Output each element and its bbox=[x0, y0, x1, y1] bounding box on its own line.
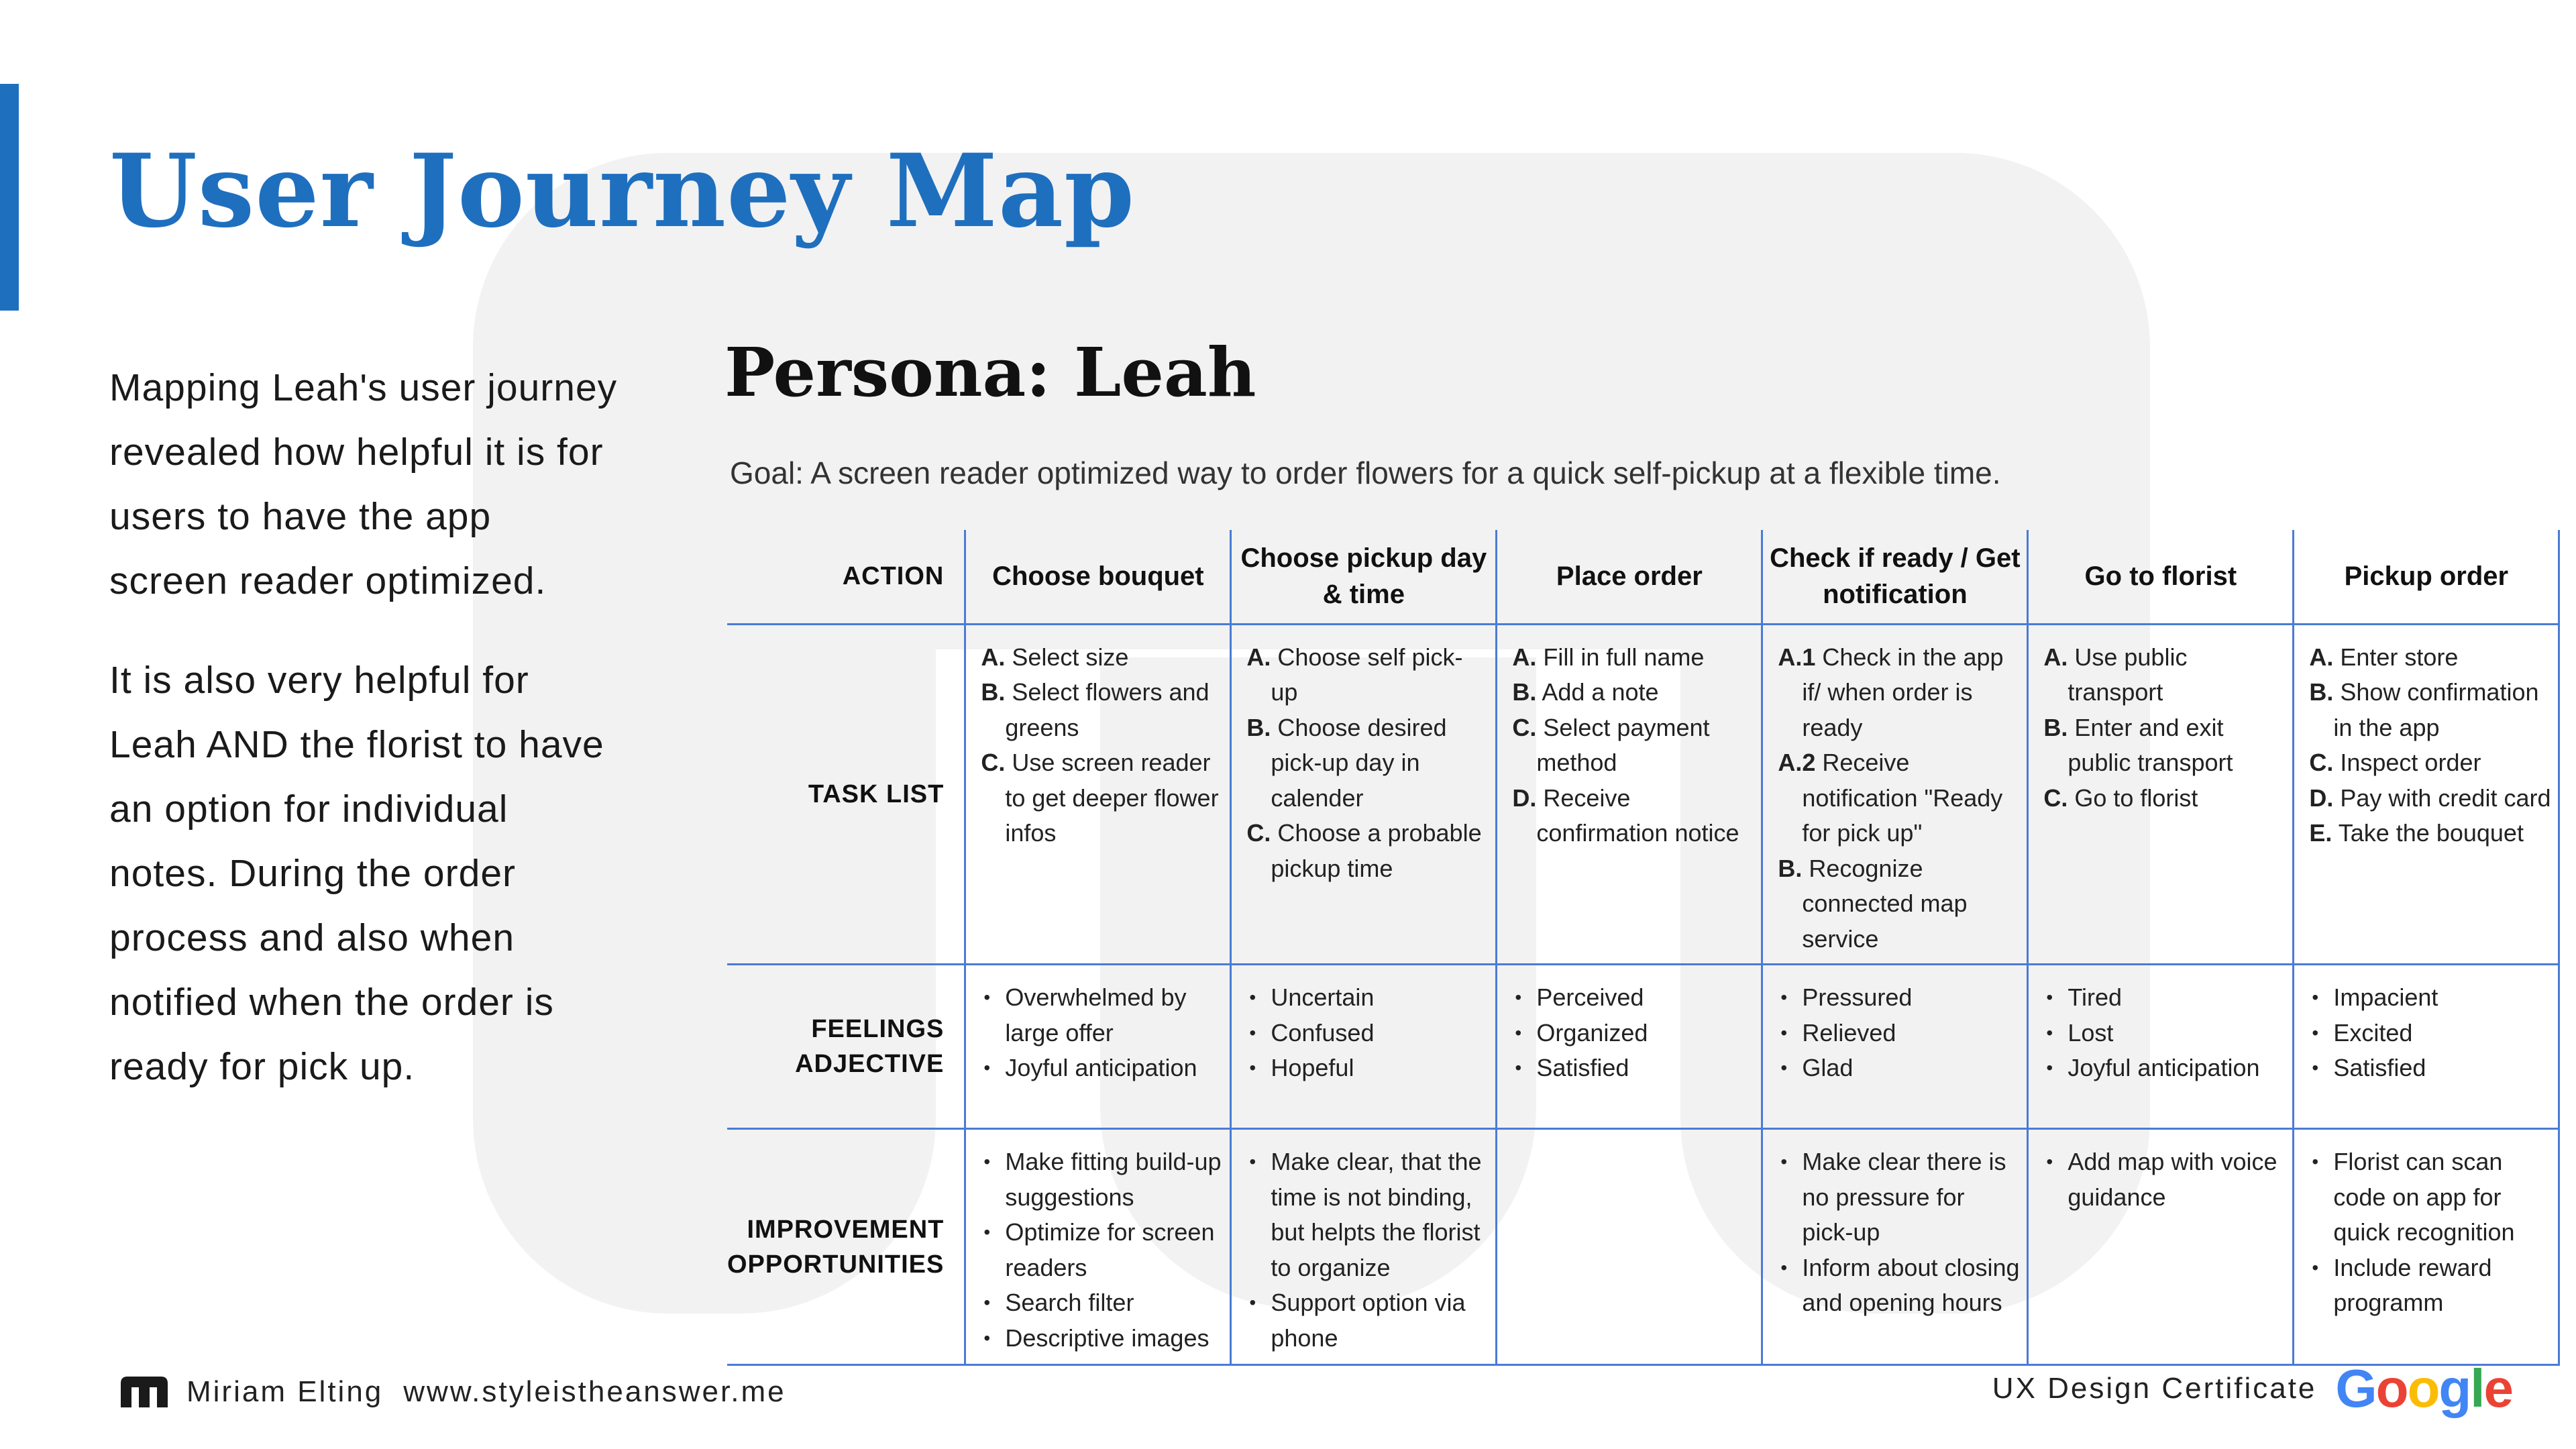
feeling-item: • Confused bbox=[1246, 1016, 1489, 1051]
intro-text bbox=[109, 356, 619, 1134]
feeling-item: • Joyful anticipation bbox=[2043, 1051, 2286, 1086]
task-item bbox=[981, 675, 1223, 745]
task-item bbox=[981, 640, 1223, 676]
footer-author bbox=[121, 1375, 786, 1409]
task-item bbox=[2309, 745, 2551, 781]
task-item bbox=[1778, 640, 2020, 746]
task-cell bbox=[2294, 624, 2559, 965]
google-logo-letter: G bbox=[2335, 1358, 2376, 1418]
feelings-cell bbox=[2294, 965, 2559, 1129]
task-item bbox=[1246, 816, 1489, 886]
task-item-key: B. bbox=[981, 678, 1006, 706]
feeling-item: • Impacient bbox=[2309, 980, 2551, 1016]
task-item-key: A.2 bbox=[1778, 749, 1816, 776]
task-item-key: B. bbox=[2309, 678, 2334, 706]
task-cell bbox=[965, 624, 1231, 965]
feelings-row bbox=[727, 965, 2559, 1129]
action-header: Place order bbox=[1497, 530, 1762, 624]
task-item-text: Add a note bbox=[1536, 678, 1659, 706]
improvement-item: • Optimize for screen readers bbox=[981, 1215, 1223, 1285]
task-item bbox=[2309, 640, 2551, 676]
feeling-item: • Relieved bbox=[1778, 1016, 2020, 1051]
task-item-key: B. bbox=[2043, 713, 2068, 741]
improvements-cell bbox=[1231, 1129, 1497, 1365]
task-item-text: Show confirmation in the app bbox=[2333, 678, 2539, 741]
task-cell bbox=[1762, 624, 2028, 965]
task-item-key: D. bbox=[2309, 784, 2334, 812]
google-logo-letter: g bbox=[2438, 1358, 2471, 1418]
task-item bbox=[1512, 781, 1754, 851]
task-item-text: Recognize connected map service bbox=[1802, 854, 1968, 953]
task-row bbox=[727, 624, 2559, 965]
action-header: Choose pickup day & time bbox=[1231, 530, 1497, 624]
certificate-label: UX Design Certificate bbox=[1992, 1372, 2317, 1405]
row-header-improvements: IMPROVEMENT OPPORTUNITIES bbox=[727, 1129, 965, 1365]
feeling-item: • Satisfied bbox=[2309, 1051, 2551, 1086]
improvement-item: • Add map with voice guidance bbox=[2043, 1144, 2286, 1215]
intro-paragraph-2: It is also very helpful for Leah AND the florist to have an option for individual notes. During the order process and also when notified when the order is ready for pick up. bbox=[109, 659, 604, 1088]
task-item-text: Enter store bbox=[2333, 643, 2459, 671]
row-header-feelings: FEELINGS ADJECTIVE bbox=[727, 965, 965, 1129]
task-item-text: Receive confirmation notice bbox=[1536, 784, 1739, 847]
google-logo-letter: o bbox=[2407, 1358, 2439, 1418]
task-item-key: B. bbox=[1778, 854, 1803, 882]
task-item-key: A. bbox=[1512, 643, 1537, 671]
improvement-item: • Support option via phone bbox=[1246, 1285, 1489, 1356]
task-item-key: A. bbox=[2043, 643, 2068, 671]
task-item-text: Pay with credit card bbox=[2333, 784, 2551, 812]
task-item-text: Fill in full name bbox=[1536, 643, 1705, 671]
improvements-cell bbox=[2028, 1129, 2294, 1365]
task-item bbox=[2309, 781, 2551, 816]
feelings-cell bbox=[1497, 965, 1762, 1129]
improvements-row bbox=[727, 1129, 2559, 1365]
improvement-item: • Make fitting build-up suggestions bbox=[981, 1144, 1223, 1215]
persona-heading: Persona: Leah bbox=[724, 333, 1256, 412]
improvement-item: • Descriptive images bbox=[981, 1321, 1223, 1356]
feeling-item: • Pressured bbox=[1778, 980, 2020, 1016]
google-logo-letter: e bbox=[2483, 1358, 2512, 1418]
improvement-item: • Florist can scan code on app for quick recognition bbox=[2309, 1144, 2551, 1250]
task-item-key: C. bbox=[1512, 713, 1537, 741]
task-item-text: Choose self pick-up bbox=[1271, 643, 1463, 706]
feeling-item: • Hopeful bbox=[1246, 1051, 1489, 1086]
action-row bbox=[727, 530, 2559, 624]
task-item-text: Choose desired pick-up day in calender bbox=[1271, 713, 1447, 812]
feeling-item: • Uncertain bbox=[1246, 980, 1489, 1016]
task-item-key: D. bbox=[1512, 784, 1537, 812]
task-item-text: Take the bouquet bbox=[2332, 819, 2524, 847]
intro-paragraph-1: Mapping Leah's user journey revealed how helpful it is for users to have the app screen reader optimized. bbox=[109, 366, 618, 602]
task-item-key: A. bbox=[1246, 643, 1271, 671]
task-item-key: B. bbox=[1246, 713, 1271, 741]
task-item-key: A. bbox=[981, 643, 1006, 671]
task-cell bbox=[1231, 624, 1497, 965]
footer-certificate bbox=[1992, 1358, 2512, 1418]
task-item bbox=[1512, 710, 1754, 781]
improvement-item: • Make clear, that the time is not binding, but helpts the florist to organize bbox=[1246, 1144, 1489, 1285]
task-item-key: A.1 bbox=[1778, 643, 1816, 671]
task-item bbox=[1246, 640, 1489, 710]
improvements-cell bbox=[1497, 1129, 1762, 1365]
task-item-text: Receive notification "Ready for pick up" bbox=[1802, 749, 2003, 847]
task-item-text: Use screen reader to get deeper flower infos bbox=[1005, 749, 1219, 847]
feeling-item: • Perceived bbox=[1512, 980, 1754, 1016]
task-item bbox=[2043, 710, 2286, 781]
author-logo-icon bbox=[121, 1377, 168, 1407]
google-logo-letter: o bbox=[2375, 1358, 2408, 1418]
google-logo-letter: l bbox=[2470, 1358, 2484, 1418]
improvements-cell bbox=[965, 1129, 1231, 1365]
task-item-text: Select size bbox=[1005, 643, 1129, 671]
task-item bbox=[1512, 640, 1754, 676]
page-title: User Journey Map bbox=[109, 132, 1136, 250]
task-item bbox=[1246, 710, 1489, 816]
feeling-item: • Tired bbox=[2043, 980, 2286, 1016]
task-item bbox=[2043, 640, 2286, 710]
task-item bbox=[2309, 675, 2551, 745]
feeling-item: • Overwhelmed by large offer bbox=[981, 980, 1223, 1051]
task-item-text: Go to florist bbox=[2068, 784, 2198, 812]
task-item-key: C. bbox=[1246, 819, 1271, 847]
title-accent-bar bbox=[0, 84, 19, 311]
task-item-key: C. bbox=[981, 749, 1006, 776]
action-header: Go to florist bbox=[2028, 530, 2294, 624]
task-item bbox=[981, 745, 1223, 851]
task-item-text: Choose a probable pickup time bbox=[1271, 819, 1482, 882]
feeling-item: • Joyful anticipation bbox=[981, 1051, 1223, 1086]
author-name: Miriam Elting bbox=[186, 1375, 384, 1408]
task-item-key: C. bbox=[2309, 749, 2334, 776]
task-item-text: Enter and exit public transport bbox=[2068, 713, 2233, 776]
feelings-cell bbox=[965, 965, 1231, 1129]
improvement-item: • Make clear there is no pressure for pick-up bbox=[1778, 1144, 2020, 1250]
feelings-cell bbox=[1762, 965, 2028, 1129]
task-item-text: Check in the app if/ when order is ready bbox=[1802, 643, 2004, 741]
improvements-cell bbox=[2294, 1129, 2559, 1365]
action-header: Pickup order bbox=[2294, 530, 2559, 624]
improvement-item: • Inform about closing and opening hours bbox=[1778, 1250, 2020, 1321]
feeling-item: • Excited bbox=[2309, 1016, 2551, 1051]
feeling-item: • Lost bbox=[2043, 1016, 2286, 1051]
action-header: Choose bouquet bbox=[965, 530, 1231, 624]
goal-text: Goal: A screen reader optimized way to order flowers for a quick self-pickup at a flexible time. bbox=[730, 455, 2001, 490]
feelings-cell bbox=[1231, 965, 1497, 1129]
task-item bbox=[1778, 851, 2020, 957]
row-header-action: ACTION bbox=[727, 530, 965, 624]
action-header: Check if ready / Get notification bbox=[1762, 530, 2028, 624]
improvements-cell bbox=[1762, 1129, 2028, 1365]
google-logo-icon bbox=[2335, 1358, 2512, 1418]
improvement-item: • Include reward programm bbox=[2309, 1250, 2551, 1321]
feelings-cell bbox=[2028, 965, 2294, 1129]
task-item bbox=[2309, 816, 2551, 851]
feeling-item: • Satisfied bbox=[1512, 1051, 1754, 1086]
feeling-item: • Glad bbox=[1778, 1051, 2020, 1086]
task-item-key: C. bbox=[2043, 784, 2068, 812]
task-item-text: Use public transport bbox=[2068, 643, 2188, 706]
task-item-text: Select flowers and greens bbox=[1005, 678, 1210, 741]
task-item bbox=[1778, 745, 2020, 851]
task-item bbox=[2043, 781, 2286, 816]
improvement-item: • Search filter bbox=[981, 1285, 1223, 1321]
author-website-link[interactable]: www.styleistheanswer.me bbox=[403, 1375, 786, 1408]
task-cell bbox=[2028, 624, 2294, 965]
row-header-tasks: TASK LIST bbox=[727, 624, 965, 965]
task-item-text: Select payment method bbox=[1536, 713, 1710, 776]
feeling-item: • Organized bbox=[1512, 1016, 1754, 1051]
journey-table bbox=[727, 530, 2560, 1366]
task-item bbox=[1512, 675, 1754, 710]
task-item-key: A. bbox=[2309, 643, 2334, 671]
task-cell bbox=[1497, 624, 1762, 965]
task-item-key: B. bbox=[1512, 678, 1537, 706]
task-item-key: E. bbox=[2309, 819, 2332, 847]
task-item-text: Inspect order bbox=[2333, 749, 2481, 776]
